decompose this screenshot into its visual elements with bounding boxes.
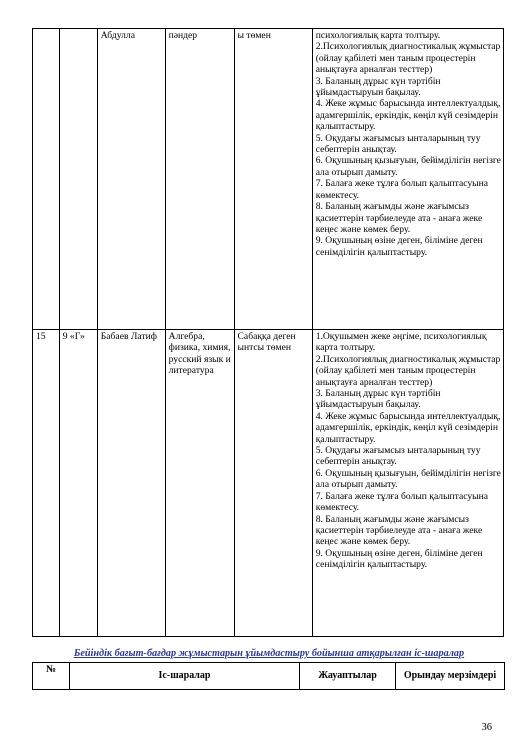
work-plan-item: 6. Оқушының қызығуын, бейімділігін негізге ала отырып дамыту. bbox=[315, 467, 501, 491]
header-responsible: Жауаптылар bbox=[300, 663, 396, 690]
work-plan-list bbox=[316, 30, 501, 258]
header-events: Іс-шаралар bbox=[70, 663, 300, 690]
work-plan-item: 8. Баланың жағымды және жағымсыз қасиеттерін тәрбиелеуде ата - анаға жеке кеңес және көмек беру. bbox=[315, 513, 483, 548]
table-row bbox=[33, 29, 504, 330]
reason-cell: Сабаққа деген ынтсы төмен bbox=[234, 330, 312, 637]
work-plan-item: 6. Оқушының қызығуын, бейімділігін негізге ала отырып дамыту. bbox=[315, 155, 501, 178]
work-plan-item: 5. Оқудағы жағымсыз ынталарының туу себептерін анықтау. bbox=[315, 132, 481, 156]
work-plan-item: 7. Балаға жеке тұлға болып қалыптасуына көмектесу. bbox=[315, 490, 489, 514]
student-name-cell: Абдулла bbox=[97, 29, 165, 330]
work-plan-item: 4. Жеке жұмыс барысында интеллектуалдық, адамгершілік, еркіндік, көңіл күй сезімдерін қалыптастыру. bbox=[315, 410, 501, 445]
table-header-row bbox=[33, 663, 505, 690]
work-plan-item: 3. Баланың дұрыс күн тәртібін ұйымдастыруын бақылау. bbox=[315, 75, 441, 99]
work-plan-item: психологиялық карта толтыру. bbox=[315, 30, 441, 41]
class-cell bbox=[59, 29, 97, 330]
work-plan-item: 9. Оқушының өзіне деген, біліміне деген сенімділігін қалыптастыру. bbox=[315, 235, 483, 258]
subjects-cell: Алгебра, физика, химия, русский язык и литература bbox=[165, 330, 234, 637]
students-table bbox=[32, 28, 504, 637]
section-title: Бейіндік бағыт-бағдар жұмыстарын ұйымдастыру бойынша атқарылған іс-шаралар bbox=[73, 648, 465, 659]
work-plan-item: 2.Психологиялық диагностикалық жұмыстар (ойлау қабілеті мен таным процестерін анықтауға арналған тесттер) bbox=[315, 41, 501, 76]
header-deadline: Орындау мерзімдері bbox=[396, 663, 505, 690]
work-plan-item: 1.Оқушымен жеке әңгіме, психологиялық карта толтыру. bbox=[315, 331, 487, 354]
row-number-cell: 15 bbox=[33, 330, 60, 637]
table-row bbox=[33, 330, 504, 637]
subjects-cell: пәндер bbox=[165, 29, 234, 330]
work-plan-cell bbox=[312, 330, 503, 637]
reason-cell: ы төмен bbox=[234, 29, 312, 330]
work-plan-item: 9. Оқушының өзіне деген, біліміне деген сенімділігін қалыптастыру. bbox=[315, 547, 483, 571]
header-number: № bbox=[33, 663, 70, 690]
work-plan-item: 5. Оқудағы жағымсыз ынталарының туу себептерін анықтау. bbox=[315, 445, 481, 468]
work-plan-item: 4. Жеке жұмыс барысында интеллектуалдық, адамгершілік, еркіндік, көңіл күй сезімдерін қалыптастыру. bbox=[315, 98, 501, 133]
work-plan-item: 2.Психологиялық диагностикалық жұмыстар (ойлау қабілеті мен таным процестерін анықтауға арналған тесттер) bbox=[315, 353, 501, 388]
work-plan-item: 8. Баланың жағымды және жағымсыз қасиеттерін тәрбиелеуде ата - анаға жеке кеңес және көмек беру. bbox=[315, 201, 483, 235]
class-cell: 9 «Г» bbox=[59, 330, 97, 637]
events-plan-table bbox=[32, 662, 505, 690]
work-plan-item: 7. Балаға жеке тұлға болып қалыптасуына көмектесу. bbox=[315, 178, 489, 201]
work-plan-item: 3. Баланың дұрыс күн тәртібін ұйымдастыруын бақылау. bbox=[315, 388, 441, 411]
work-plan-list bbox=[316, 331, 501, 571]
student-name-cell: Бабаев Латиф bbox=[97, 330, 165, 637]
row-number-cell bbox=[33, 29, 60, 330]
page-number: 36 bbox=[481, 722, 492, 733]
work-plan-cell bbox=[312, 29, 503, 330]
